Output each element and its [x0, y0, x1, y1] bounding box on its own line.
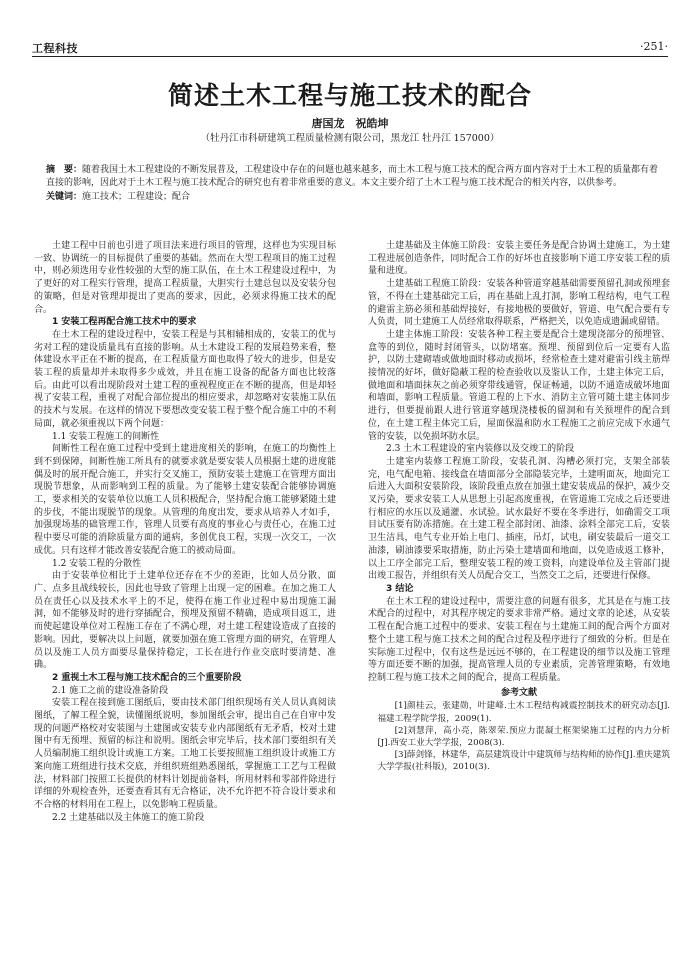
affiliation: （牡丹江市科研建筑工程质量检测有限公司，黑龙江 牡丹江 157000）	[200, 133, 500, 144]
abstract-label: 摘 要：	[46, 165, 83, 175]
reference-item: [1]颜桂云，张建勋，叶建峰.土木工程结构减震控制技术的研究动态[J].福建工程学院学报，2009(1).	[377, 701, 670, 724]
paragraph: 在土木工程的建设过程中，需要注意的问题有很多，尤其是在与施工技术配合的过程中，对其程序规定的要求非常严格。通过文章的论述，从安装工程在配合施工过程中的要求、安装工程在与土建施工间的配合两个方面对整个土建工程与施工技术之间的配合过程及程序进行了细致的分析。但是在实际施工过程中，仅有这些是远远不够的，在工程建设的细节以及施工管理等方面还要不断的加强，提高管理人员的专业素质，完善管理策略，有效地控制工程与施工技术之间的配合，提高工程质量。	[368, 596, 670, 683]
intro-paragraph: 土建工程中日前也引进了项目法来进行项目的管理，这样也为实现目标一致、协调统一的目标提供了重要的基础。然而在大型工程项目的施工过程中，则必须选用专业性较强的大型的施工队伍，在土木工程建设过程中，为了更好的对工程实行管理，提高工程质量，大胆实行土建总包以及安装分包的策略，但是对管理却提出了更高的要求，因此，必须求得施工技术的配合。	[34, 241, 336, 315]
paragraph: 土建主体施工阶段：安装各种工程主要是配合土建现浇部分的预埋管、盒等的到位，随时封闭管头，以防堵塞。预埋、预留到位后一定要有人监护，以防土建砌墙或做地面时移动或损坏，经常检查土建对避雷引线主筋焊接情况的好坏，做好隐蔽工程的检查验收以及鉴认工作，土建主体完工后，做地面和墙面抹灰之前必须穿带线通管，保证畅通，以防不通造成破坏地面和墙面，影响工程质量。管道工程的上下水、消防主立管可随土建主体同步进行，但要提前跟人进行管道穿越现浇楼板的留洞和有关预埋件的配合到位，在土建工程主体完工后，屋面保温和防水工程施工之前应完成下水通气管的安装，以免损坏防水层。	[368, 329, 670, 442]
page-header	[32, 40, 668, 56]
section-heading-2: 2 重视土木工程与施工技术配合的三个重要阶段	[52, 672, 242, 683]
keywords-label: 关键词：	[46, 192, 83, 203]
authors: 唐国龙 祝皓坤	[311, 117, 389, 130]
reference-item: [3]薛剑锋，林建华，高层建筑设计中建筑师与结构师的协作[J].重庆建筑大学学报(社科版)，2010(3).	[377, 750, 670, 773]
paragraph: 安装工程在接到施工图纸后，要由技术部门组织现场有关人员认真阅读图纸，了解工程全貌，读懂图纸说明，参加图纸会审，提出自己在自审中发现的问题严格校对安装图与土建图或安装专业内部图纸有无矛盾，校对土建图中有无预埋、预留的标注和说明。图纸会审完毕后，技术部门要组织有关人员编制施工组织设计或施工方案。工地工长要按照施工组织设计或施工方案向施工班组进行技术交底，并组织班组熟悉图纸，掌握施工工艺与工程做法，材料部门按照工长提供的材料计划提前备料，所用材料和零部件除进行详细的外观检查外，还要查看其有无合格证，决不允许把不符合设计要求和不合格的材料用在工程上，以免影响工程质量。	[34, 698, 336, 810]
subsection-heading-2-1: 2.1 施工之前的建设准备阶段	[52, 685, 169, 696]
header-rule	[32, 56, 668, 57]
section-heading-1: 1 安装工程再配合施工技术中的要求	[52, 317, 197, 328]
paper-title: 简述土木工程与施工技术的配合	[167, 81, 532, 110]
subsection-heading-1-1: 1.1 安装工程施工的间断性	[52, 431, 160, 442]
abstract	[46, 164, 660, 189]
subsection-heading-1-2: 1.2 安装工程的分散性	[52, 558, 142, 569]
section-heading-3: 3 结论	[386, 583, 414, 594]
keywords	[46, 191, 660, 204]
subsection-heading-2-2: 2.2 土建基础以及主体施工的施工阶段	[52, 812, 205, 823]
paragraph: 土建室内装修工程施工阶段，安装孔洞、沟槽必须打完，支架全部装完，电气配电箱、接线盒在墙面部分全部隐装完毕，土建明面灰，地面完工后进入大面积安装阶段，该阶段重点放在加强土建安装成品的保护，减少交叉污染，要求安装工人从思想上引起高度重视，在管道施工完成之后还要进行相应的水压以及通灌、水试验。试水最好不要在冬季进行，如确需交工项目试压要有防冻措施。在土建工程全部封闭、油漆、涂料全部完工后，安装卫生洁具，电气专业开始上电门、插座，吊灯，试电，刷安装最后一道交工油漆，刷油漆要采取措施，防止污染土建墙面和地面，以免造成返工修补，以上工序全部完工后，整理安装工程的竣工资料，向建设单位及主管部门提出竣工报告，并组织有关人员配合交工，当然交工之后，还要进行保修。	[368, 456, 670, 582]
references-heading: 参考文献	[500, 687, 537, 698]
abstract-block	[46, 164, 660, 204]
page-number: ·251·	[640, 40, 668, 53]
abstract-text: 随着我国土木工程建设的不断发展普及，工程建设中存在的问题也越来越多，而土木工程与施工技术的配合两方面内容对于土木工程的质量都有着直接的影响，因此对于土木工程与施工技术配合的研究也有着非常重要的意义。本文主要介绍了土木工程与施工技术配合的相关内容，以供参考。	[46, 165, 659, 188]
paragraph: 在土木工程的建设过程中，安装工程是与其相辅相成的，安装工的优与劣对工程的建设质量具有直接的影响。从土木建设工程的发展趋势来看，整体建设水平正在不断的提高，在工程质量方面也取得了较大的进步，但是安装工程的质量却并未取得多少成效，并且在施工设备的配备方面也比较落后。由此可以看出现阶段对土建工程的重视程度正在不断的提高，但是却轻视了安装工程，重视了对配合部位提出的相应要求，却忽略对安装施工队伍的技术与发展。在这样的情况下要想改变安装工程于整个配合施工中的不利局面，就必须重视以下两个问题：	[34, 329, 336, 429]
journal-name: 工程科技	[32, 42, 78, 55]
reference-item: [2]刘慧萍，高小亮，陈翠荣.预应力混凝土框架梁施工过程的内力分析[J].西安工业大学学报，2008(3).	[377, 725, 670, 748]
paragraph: 土建基础工程施工阶段：安装各种管道穿越基础需要预留孔洞或预埋套管，不得在土建基础完工后，再在基础上乱打洞，影响工程结构，电气工程的避雷主筋必须和基础焊接好，有接地极的要做好，管道、电气配合要有专人负责，同土建施工人员经常取得联系，严格把关，以免造成遗漏或留错。	[368, 279, 670, 328]
paragraph: 间断性工程在施工过程中受到土建进度相关的影响，在施工的均衡性上到不到保障，间断性施工所具有的就要求就是要安装人员根据土建的进度能偶及时的展开配合施工，并实行交叉施工，预防安装土建施工在管理方面出现脱节想象，从而影响到工程的质量。为了能够土建安装配合能够协调施工，要求相关的安装单位以施工人员积极配合，坚持配合施工能够紧随土建的步伐，不能出现脱节的现象。从管理的角度出发，要求从培养人才如手，加强现场基的础管理工作，管理人员要有高度的事业心与责任心，在施工过程中要尽可能的消除质量方面的通病，多创优良工程，实现一次交工，一次成优。只有这样才能改善安装配合施工的被动局面。	[34, 444, 336, 556]
right-column	[368, 240, 670, 950]
paragraph: 土建基础及主体施工阶段：安装主要任务是配合协调土建施工，为土建工程进展创造条件，同时配合工作的好坏也直接影响下道工序安装工程的质量和进度。	[368, 241, 670, 277]
keywords-text: 施工技术；工程建设；配合	[82, 192, 191, 203]
subsection-heading-2-3: 2.3 土木工程建设的室内装修以及交竣工的阶段	[386, 444, 575, 455]
left-column	[34, 240, 336, 950]
paragraph: 由于安装单位相比于土建单位还存在不少的差距，比如人员分散、面广、点多且战线较长，因此也导致了管理上出现一定的困难。在加之施工人员在责任心以及技术水平上的不足，使得在施工作业过程中易出现施工漏洞，如不能够及时的进行穿插配合，预埋及预留不精确，造成项目返工，进而使起建设单位对工程施工存在了不满心理，对土建工程建设造成了直接的影响。因此，要解决以上问题，就要加强在施工管理方面的研究，在管理人员以及施工人员方面要尽量保持稳定，工长在进行作业交底时要清楚、准确。	[34, 571, 336, 671]
